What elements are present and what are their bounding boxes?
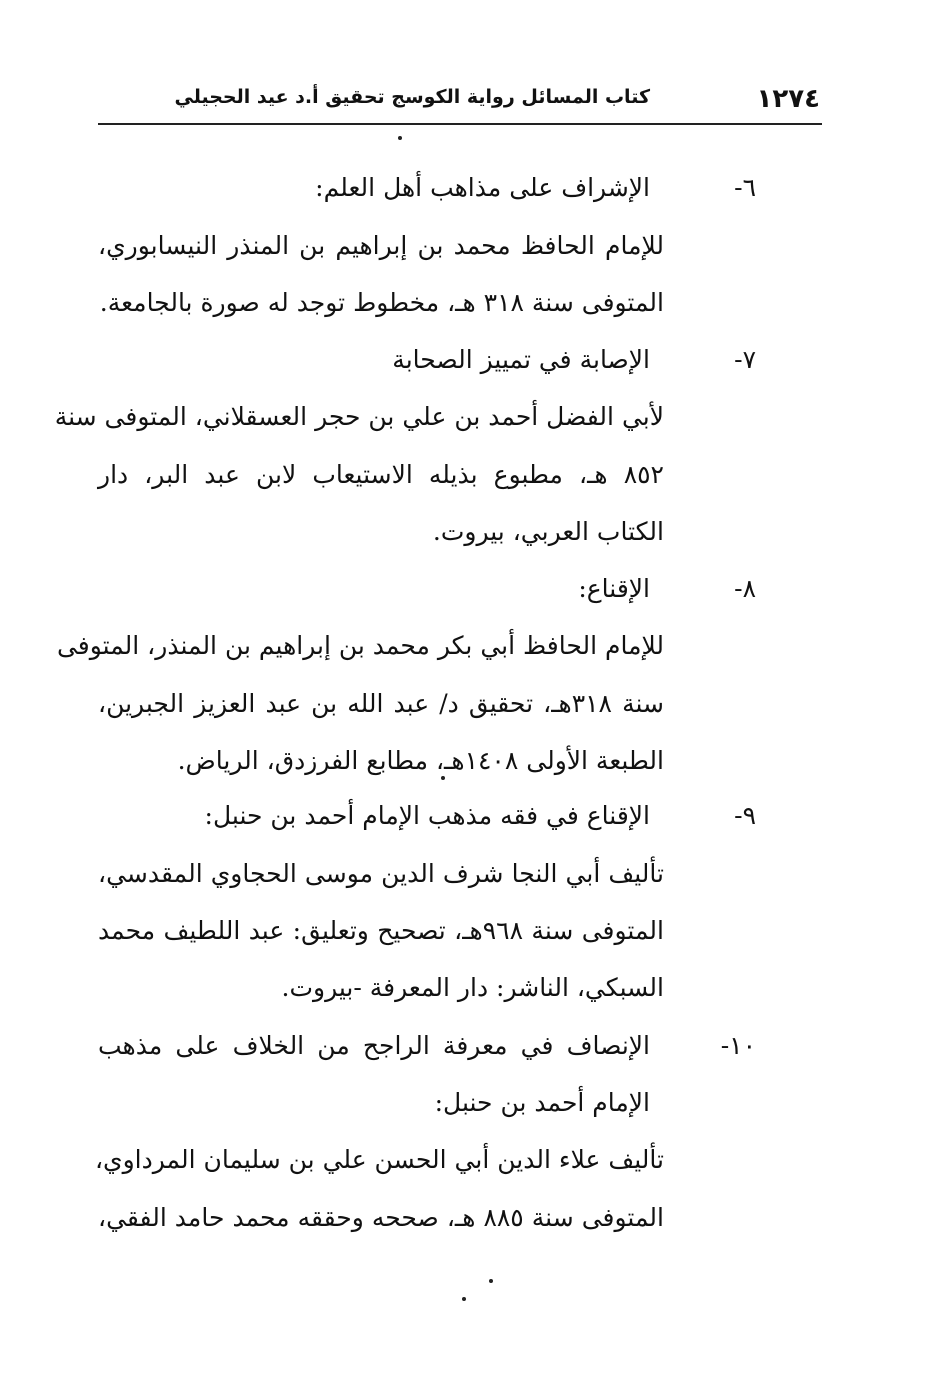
page-header [98,78,822,124]
entry-line: لأبي الفضل أحمد بن علي بن حجر العسقلاني، المتوفى سنة [54,402,664,431]
header-rule [98,123,822,125]
entry-number: ٨- [734,574,756,603]
entry-line: المتوفى سنة ٣١٨ هـ، مخطوط توجد له صورة بالجامعة. [99,288,664,317]
running-head: كتاب المسائل رواية الكوسج تحقيق أ.د عيد الحجيلي [174,86,650,108]
speck [398,136,402,140]
entry-line: الكتاب العربي، بيروت. [432,517,664,546]
entry-title: الإصابة في تمييز الصحابة [392,345,650,374]
speck [441,776,445,780]
entry-line: الطبعة الأولى ١٤٠٨هـ، مطابع الفرزدق، الرياض. [177,746,664,775]
entry-title: الإقناع في فقه مذهب الإمام أحمد بن حنبل: [204,801,650,830]
entry-title-continuation: الإمام أحمد بن حنبل: [434,1088,650,1117]
page-number: ١٢٧٤ [756,84,820,114]
entry-title: الإنصاف في معرفة الراجح من الخلاف على مذهب [98,1031,650,1060]
entry-title: الإقناع: [578,574,650,603]
speck [462,1297,466,1301]
entry-number: ١٠- [720,1031,756,1060]
entry-number: ٩- [734,801,756,830]
entry-line: للإمام الحافظ أبي بكر محمد بن إبراهيم بن المنذر، المتوفى [56,631,664,660]
entry-line: سنة ٣١٨هـ، تحقيق د/ عبد الله بن عبد العزيز الجبرين، [98,689,664,718]
entry-number: ٧- [734,345,756,374]
entry-line: المتوفى سنة ٨٨٥ هـ، صححه وحققه محمد حامد الفقي، [98,1203,664,1232]
entry-title: الإشراف على مذاهب أهل العلم: [315,173,650,202]
entry-line: للإمام الحافظ محمد بن إبراهيم بن المنذر النيسابوري، [98,231,664,260]
entry-line: تأليف علاء الدين أبي الحسن علي بن سليمان المرداوي، [94,1145,664,1174]
entry-line: السبكي، الناشر: دار المعرفة -بيروت. [281,973,664,1002]
speck [489,1279,493,1283]
entry-line: تأليف أبي النجا شرف الدين موسى الحجاوي المقدسي، [98,859,664,888]
entry-number: ٦- [734,173,756,202]
entry-line: ٨٥٢ هـ، مطبوع بذيله الاستيعاب لابن عبد البر، دار [98,460,664,489]
entry-line: المتوفى سنة ٩٦٨هـ، تصحيح وتعليق: عبد اللطيف محمد [98,916,664,945]
